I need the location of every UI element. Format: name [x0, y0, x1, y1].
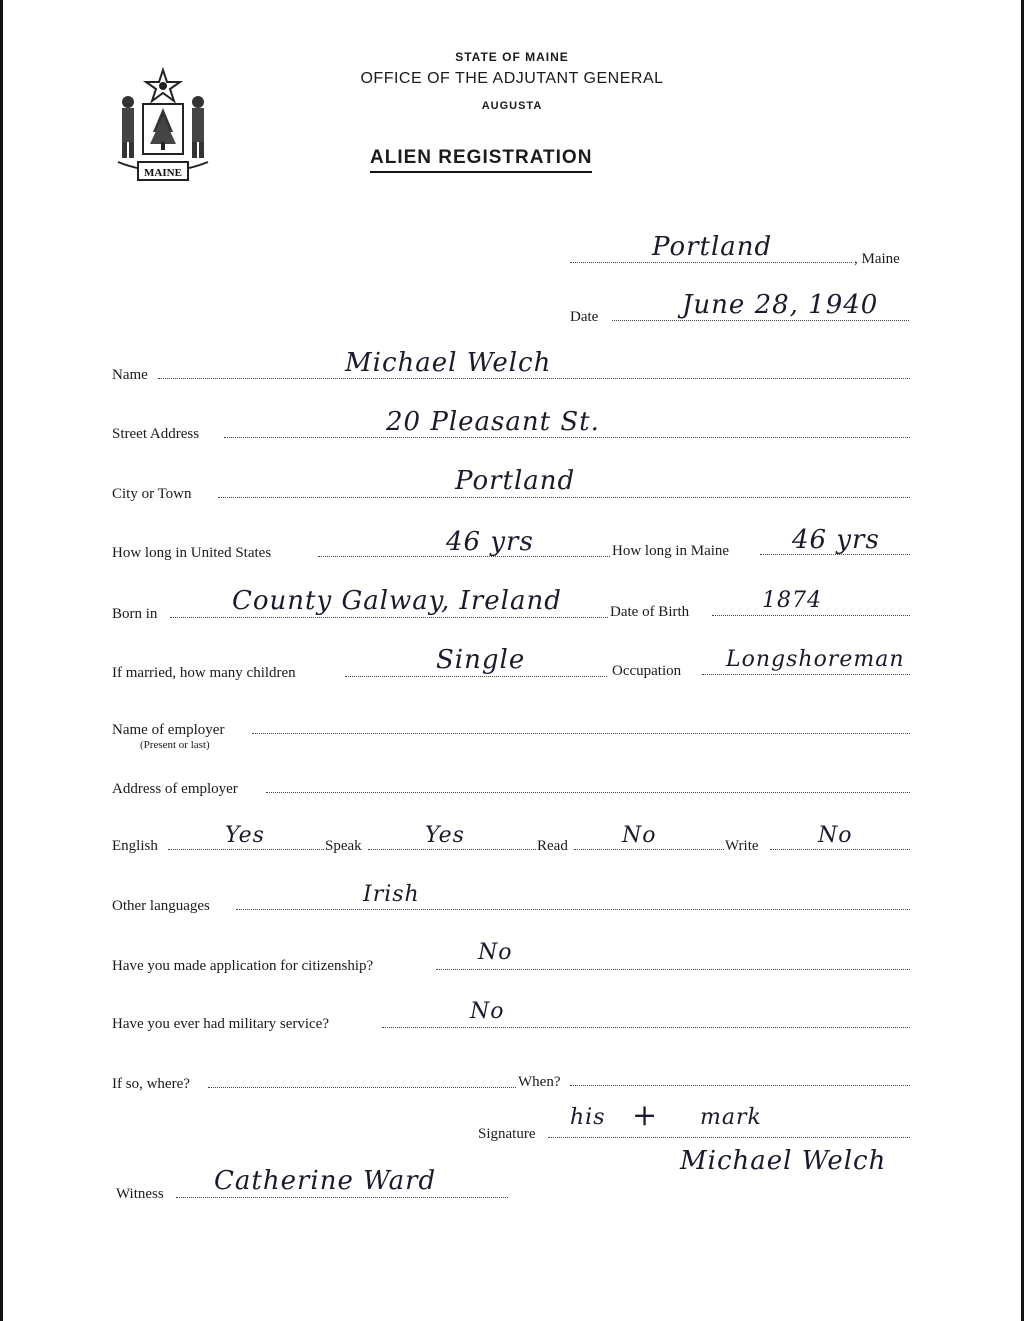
- date-line: [612, 320, 909, 321]
- place-line: [570, 262, 852, 263]
- seal-text: MAINE: [144, 167, 182, 179]
- children-value: Single: [436, 645, 526, 675]
- write-value: No: [818, 823, 853, 848]
- name-line: [158, 378, 910, 379]
- dob-line: [712, 615, 910, 616]
- english-line: [168, 849, 324, 850]
- street-line: [224, 437, 910, 438]
- dob-label: Date of Birth: [610, 604, 690, 620]
- signature-mark: +: [632, 1098, 659, 1133]
- speak-line: [368, 849, 536, 850]
- place-value: Portland: [652, 232, 773, 262]
- read-label: Read: [537, 838, 568, 854]
- form-title: ALIEN REGISTRATION: [370, 147, 592, 173]
- city-label: City or Town: [112, 486, 192, 502]
- english-label: English: [112, 838, 158, 854]
- citizenship-label: Have you made application for citizenship?: [112, 958, 374, 974]
- header-office: OFFICE OF THE ADJUTANT GENERAL: [360, 70, 664, 87]
- other-languages-label: Other languages: [112, 898, 210, 914]
- military-label: Have you ever had military service?: [112, 1016, 329, 1032]
- employer-label: Name of employer: [112, 722, 225, 738]
- occupation-value: Longshoreman: [726, 647, 905, 672]
- when-label: When?: [518, 1074, 561, 1090]
- employer-address-line: [266, 792, 910, 793]
- signature-line: [548, 1137, 910, 1138]
- how-long-us-label: How long in United States: [112, 545, 272, 561]
- military-line: [382, 1027, 910, 1028]
- write-line: [770, 849, 910, 850]
- place-suffix: , Maine: [854, 251, 900, 267]
- citizenship-line: [436, 969, 910, 970]
- signature-his: his: [570, 1105, 606, 1130]
- when-line: [570, 1085, 910, 1086]
- speak-label: Speak: [325, 838, 362, 854]
- date-value: June 28, 1940: [682, 290, 879, 320]
- read-line: [574, 849, 724, 850]
- header-city: AUGUSTA: [481, 100, 543, 112]
- other-languages-line: [236, 909, 910, 910]
- city-value: Portland: [455, 466, 576, 496]
- how-long-maine-label: How long in Maine: [612, 543, 730, 559]
- employer-line: [252, 733, 910, 734]
- witness-line: [176, 1197, 508, 1198]
- children-label: If married, how many children: [112, 665, 296, 681]
- city-line: [218, 497, 910, 498]
- other-languages-value: Irish: [363, 882, 420, 907]
- born-in-value: County Galway, Ireland: [232, 586, 562, 616]
- witness-value: Catherine Ward: [214, 1166, 437, 1196]
- write-label: Write: [725, 838, 759, 854]
- where-line: [208, 1087, 516, 1088]
- header-state: STATE OF MAINE: [455, 50, 569, 64]
- occupation-line: [702, 674, 910, 675]
- speak-value: Yes: [425, 823, 465, 848]
- read-value: No: [622, 823, 657, 848]
- signature-name: Michael Welch: [680, 1146, 887, 1176]
- how-long-maine-value: 46 yrs: [792, 525, 880, 555]
- occupation-label: Occupation: [612, 663, 682, 679]
- name-label: Name: [112, 367, 148, 383]
- english-value: Yes: [225, 823, 265, 848]
- date-label: Date: [570, 309, 599, 325]
- name-value: Michael Welch: [345, 348, 552, 378]
- where-label: If so, where?: [112, 1076, 190, 1092]
- street-value: 20 Pleasant St.: [386, 407, 600, 437]
- witness-label: Witness: [116, 1186, 164, 1202]
- how-long-us-value: 46 yrs: [446, 527, 534, 557]
- signature-mark-word: mark: [700, 1105, 762, 1130]
- street-label: Street Address: [112, 426, 200, 442]
- born-in-label: Born in: [112, 606, 158, 622]
- employer-address-label: Address of employer: [112, 781, 238, 797]
- dob-value: 1874: [762, 588, 822, 613]
- signature-label: Signature: [478, 1126, 536, 1142]
- page-border-left: [0, 0, 3, 1321]
- children-line: [345, 676, 607, 677]
- citizenship-value: No: [478, 940, 513, 965]
- born-in-line: [170, 617, 608, 618]
- military-value: No: [470, 999, 505, 1024]
- employer-sublabel: (Present or last): [140, 739, 210, 751]
